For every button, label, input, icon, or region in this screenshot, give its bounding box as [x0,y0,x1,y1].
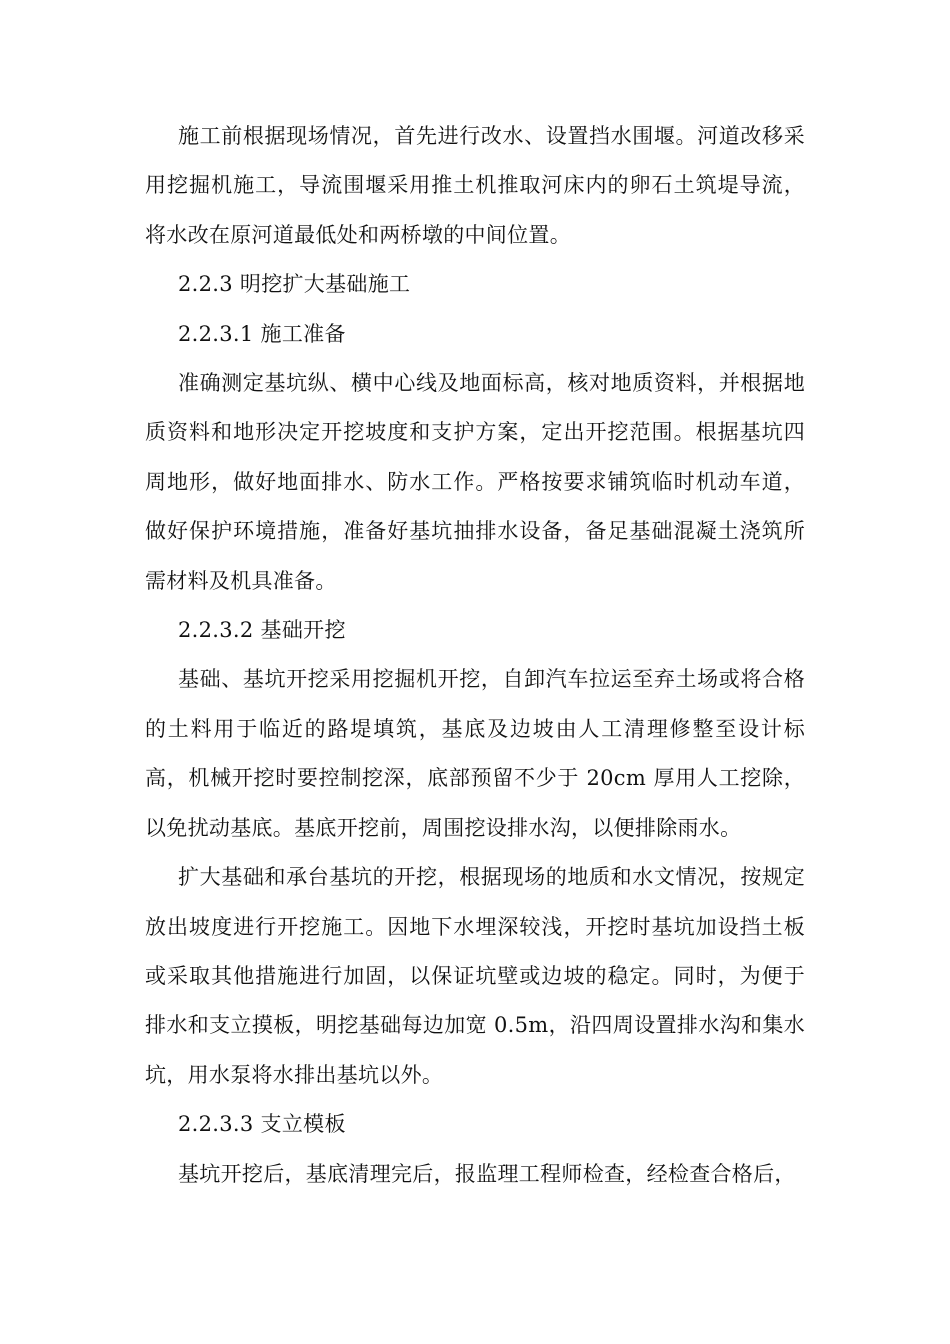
document-body [145,112,805,1199]
paragraph-diversion: 施工前根据现场情况，首先进行改水、设置挡水围堰。河道改移采用挖掘机施工，导流围堰采用推土机推取河床内的卵石土筑堤导流，将水改在原河道最低处和两桥墩的中间位置。 [145,124,805,247]
paragraph-formwork: 基坑开挖后，基底清理完后，报监理工程师检查，经检查合格后， [178,1161,796,1186]
paragraph-preparation: 准确测定基坑纵、横中心线及地面标高，核对地质资料，并根据地质资料和地形决定开挖坡度和支护方案，定出开挖范围。根据基坑四周地形，做好地面排水、防水工作。严格按要求铺筑临时机动车道，做好保护环境措施，准备好基坑抽排水设备，备足基础混凝土浇筑所需材料及机具准备。 [145,371,805,593]
section-heading-2-2-3-3: 2.2.3.3 支立模板 [178,1112,346,1137]
paragraph-excavation: 基础、基坑开挖采用挖掘机开挖，自卸汽车拉运至弃土场或将合格的土料用于临近的路堤填筑，基底及边坡由人工清理修整至设计标高，机械开挖时要控制挖深，底部预留不少于 20cm 厚用人工挖除，以免扰动基底。基底开挖前，周围挖设排水沟，以便排除雨水。 [145,667,805,840]
paragraph-foundation-pit: 扩大基础和承台基坑的开挖，根据现场的地质和水文情况，按规定放出坡度进行开挖施工。因地下水埋深较浅，开挖时基坑加设挡土板或采取其他措施进行加固，以保证坑壁或边坡的稳定。同时，为便于排水和支立摸板，明挖基础每边加宽 0.5m，沿四周设置排水沟和集水坑，用水泵将水排出基坑以外。 [145,865,805,1087]
section-heading-2-2-3-1: 2.2.3.1 施工准备 [178,321,346,346]
section-heading-2-2-3-2: 2.2.3.2 基础开挖 [178,618,346,643]
section-heading-2-2-3: 2.2.3 明挖扩大基础施工 [178,272,411,297]
